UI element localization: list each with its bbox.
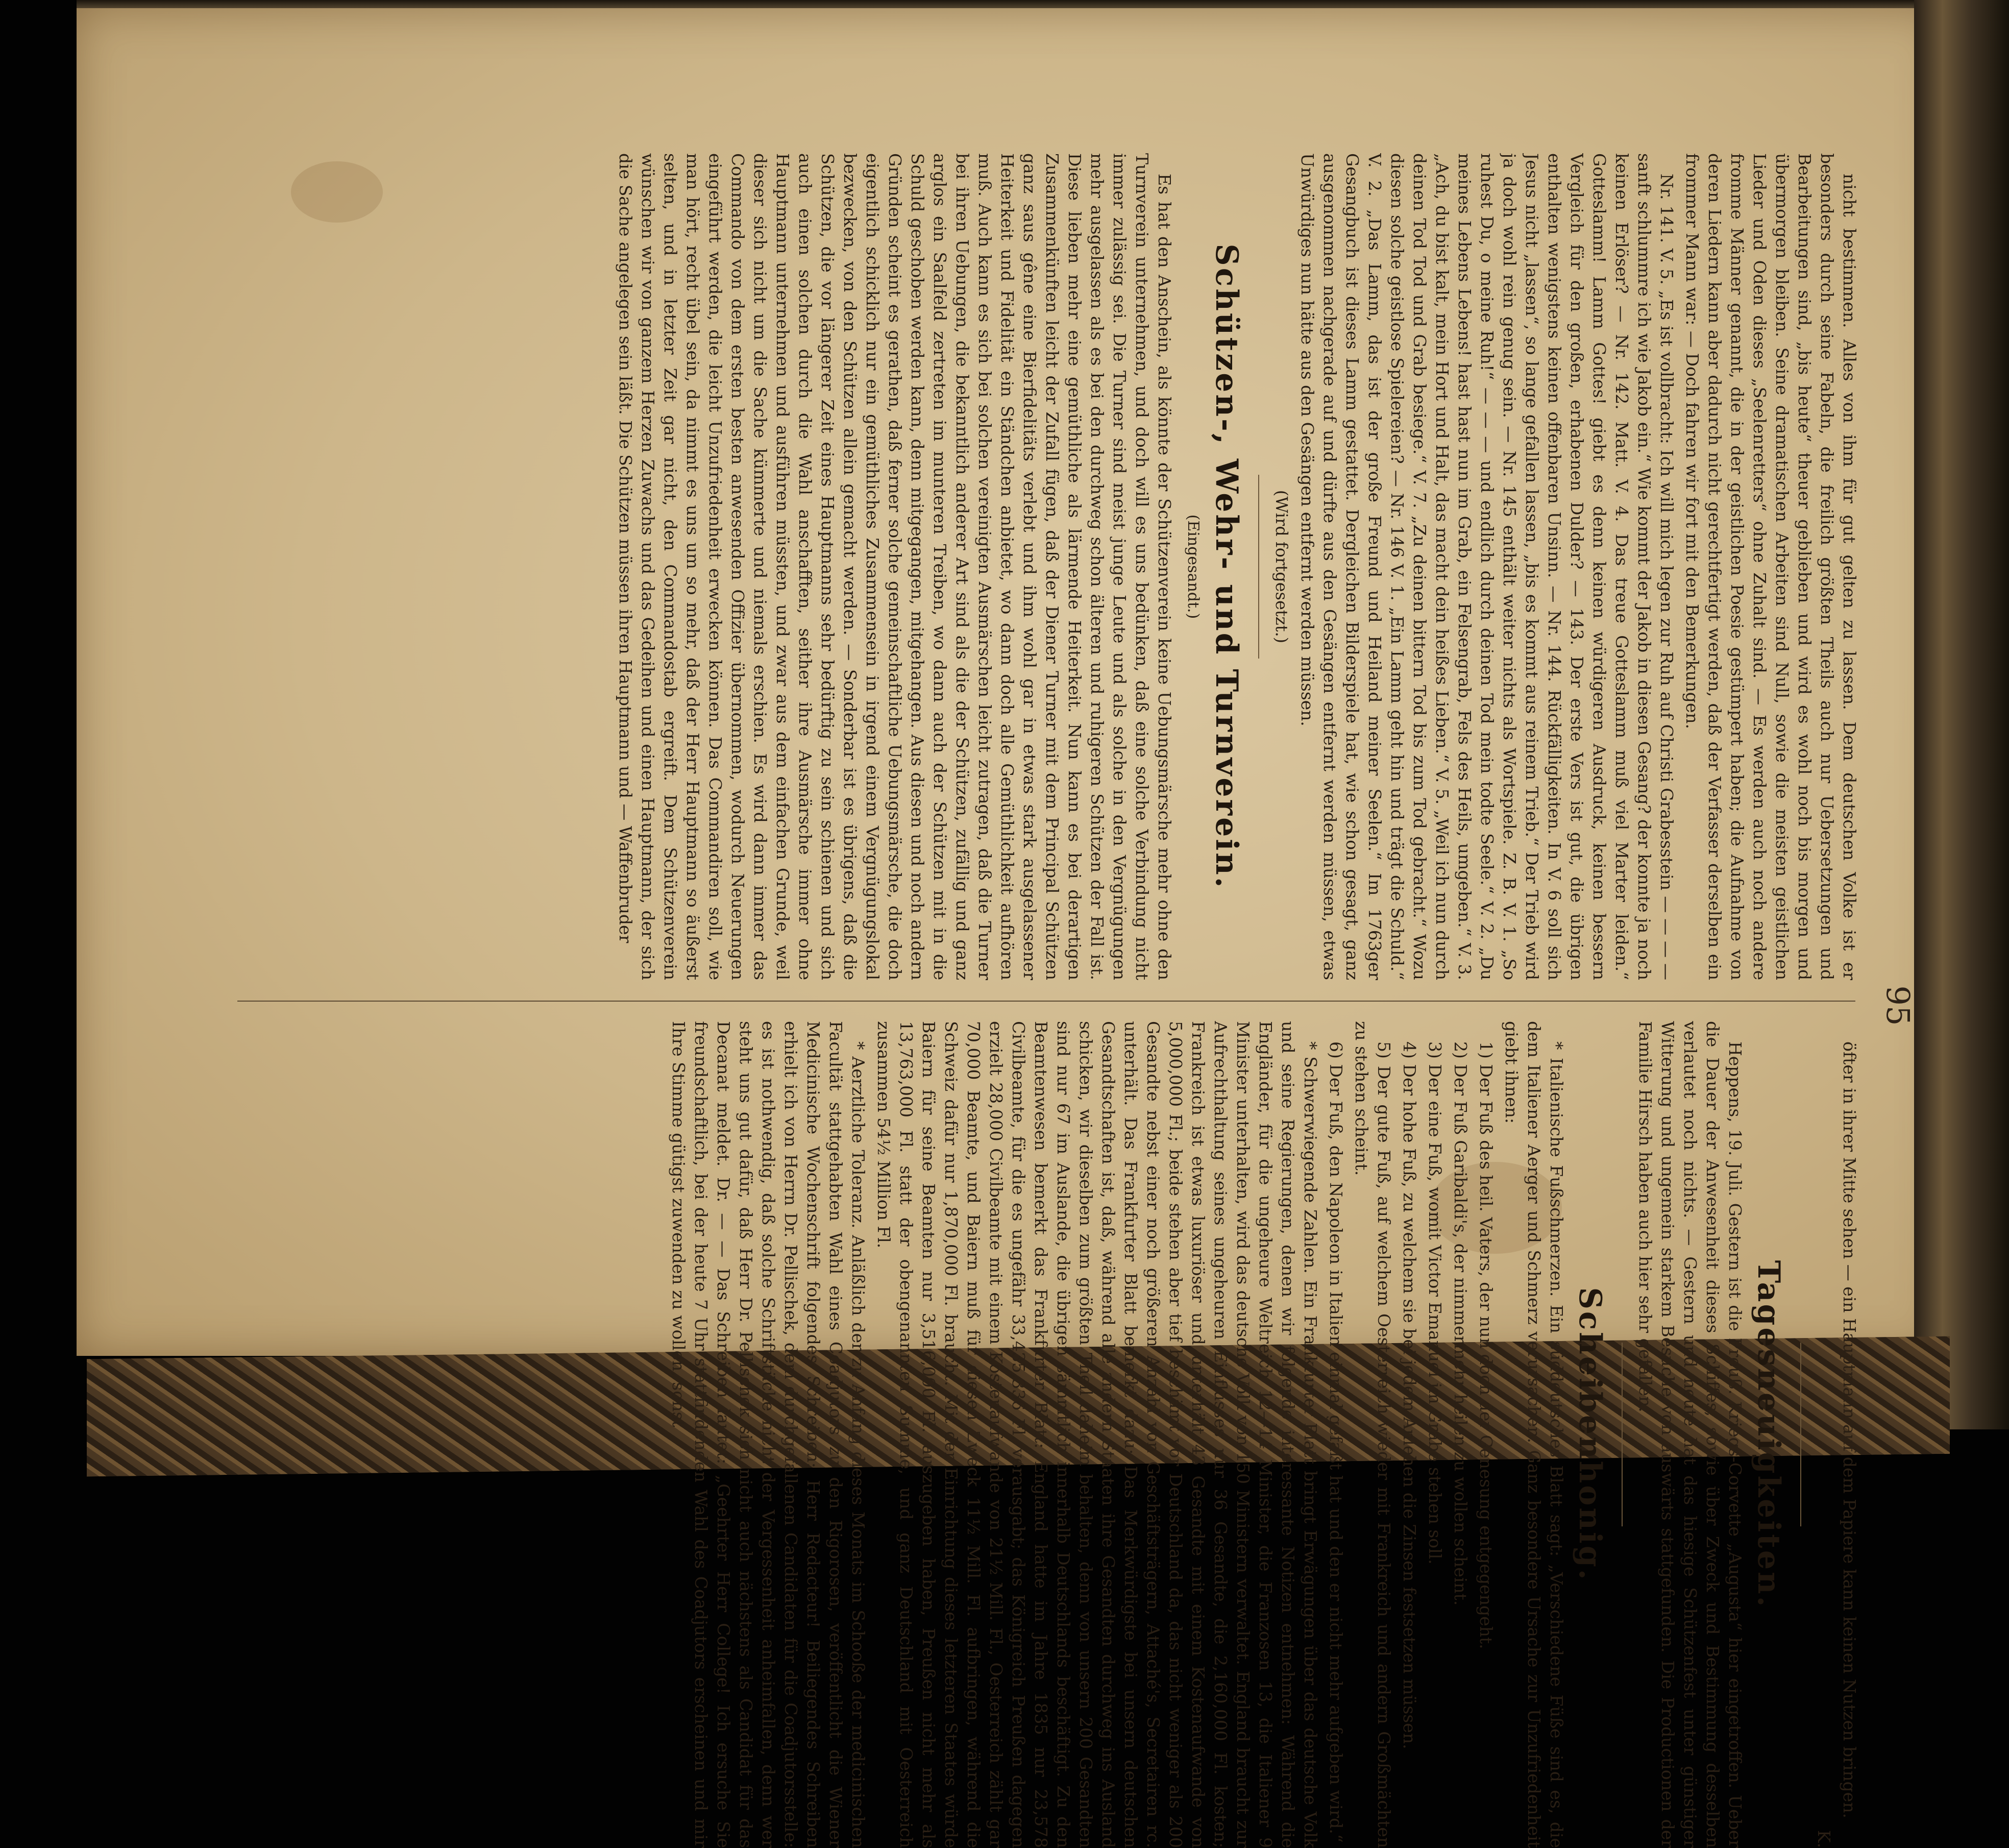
paragraph: 1) Der Fuß des heil. Vaters, der nun doch der Genesung entgegengeht. <box>1476 1041 1496 1649</box>
article-subheading: (Eingesandt.) <box>1184 514 1202 619</box>
rotated-page-content <box>161 117 1932 1848</box>
section-heading-scheibenhonig: Scheibenhonig. <box>1572 1287 1608 1582</box>
paragraph: nicht bestimmen. Alles von ihm für gut gelten zu lassen. Dem deutschen Volke ist er besonders durch seine Fabeln, die freilich größten Theils auch nur Uebersetzungen und Bearbeitungen sind, „bis heute“ theuer geblieben und wird es wohl noch bis morgen und übermorgen bleiben. Seine dramatischen Arbeiten sind Null, sowie die meisten geistlichen Lieder und Oden dieses „Seelenretters“ ohne Zuhalt sind. — Es werden auch noch andere fromme Männer genannt, die in der geistlichen Poesie gestümpert haben; die Aufnahme von deren Liedern kann aber dadurch nicht gerechtfertigt werden, daß der Verfasser derselben ein frommer Mann war: — Doch fahren wir fort mit den Bemerkungen. <box>1682 153 1859 980</box>
paragraph: Heppens, 19. Juli. Gestern ist die Preuß. Kriegs-Corvette „Augusta“ hier eingetroffen. Ueber die Dauer der Anwesenheit dieses Schiffes, sowie über Zweck und Bestimmung desselben verlautet noch nichts. — Gestern und heute hat das hiesige Schützenfest unter günstiger Witterung und ungemein starkem Besuche von auswärts stattgefunden. Die Productionen der Familie Hirsch haben auch hier sehr gefallen. <box>1635 1021 1745 1848</box>
paragraph: * Schwerwiegende Zahlen. Ein Frankfurter Blatt bringt Erwägungen über das deutsche Volk und seine Regierungen, denen wir folgende interessante Notizen entnehmen: Während die Engländer, für die ungeheure Weltreich 12—14 Minister, die Franzosen 13, die Italiener 9 Minister unterhalten, wird das deutsche Volk von 150 Ministern verwaltet. England braucht zur Aufrechthaltung seines ungeheuren Einflusses nur 36 Gesandte, die 2,160,000 Fl. kosten; Frankreich ist etwas luxuriöser und unterhält 43 Gesandte mit einem Kostenaufwande von 5,000,000 Fl.; beide stehen aber tief beschämt vor Deutschland da, das nicht weniger als 200 Gesandte nebst einer noch größeren Anzahl von Geschäftsträgern, Attaché's, Secretairen rc. unterhält. Das Frankfurter Blatt bemerkt dazu: Das Merkwürdigste bei unsern deutschen Gesandtschaften ist, daß, während alle andern Staaten ihre Gesandten durchweg ins Ausland schicken, wir dieselben zum größten Theil daheim behalten, denn von unsern 200 Gesandten sind nur 67 im Auslande, die übrigen sämmtlich innerhalb Deutschlands beschäftigt. Zu den Beamtenwesen bemerkt das Frankfurter Blatt: England hatte im Jahre 1835 nur 23,578 Civilbeamte, für die es ungefähr 33,435,336 Fl. verausgabt; das Königreich Preußen dagegen erzielt 28,000 Civilbeamte mit einem Kostenaufwande von 21½ Mill. Fl., Oesterreich zählt gar 70,000 Beamte, und Baiern muß für diesen Zweck 11½ Mill. Fl. aufbringen, während die Schweiz dafür nur 1,870,000 Fl. braucht. Mit der Einrichtung dieses letzteren Staates würde Baiern für seine Beamten nur 3,516,000 Fl. auszugeben haben, Preußen nicht mehr als 13,763,000 Fl. statt der obengenannten Summe, und ganz Deutschland mit Oesterreich zusammen 54½ Million Fl. <box>874 1021 1320 1848</box>
paragraph: Es hat den Anschein, als könnte der Schützenverein keine Uebungsmärsche mehr ohne den Turnverein unternehmen, und doch will es uns bedünken, daß eine solche Verbindung nicht immer zulässig sei. Die Turner sind meist junge Leute und als solche in den Vergnügungen mehr ausgelassen als es bei den durchweg schon älteren und ruhigeren Schützen der Fall ist. Diese lieben mehr eine gemüthliche als lärmende Heiterkeit. Nun kann es bei derartigen Zusammenkünften leicht der Zufall fügen, daß der Diener Turner mit dem Principal Schützen ganz saus gêne eine Bierfidelitäts verlebt und ihm wohl gar in etwas stark ausgelassener Heiterkeit und Fidelität ein Ständchen anbietet, wo dann doch alle Gemüthlichkeit aufhören muß. Auch kann es sich bei solchen vereinigten Ausmärschen leicht zutragen, daß die Turner bei ihren Uebungen, die bekanntlich anderer Art sind als die der Schützen, zufällig und ganz arglos ein Saalfeld zertreten im munteren Treiben, wo dann auch der Schützen mit in die Schuld geschoben werden kann, denn mitgegangen, mitgehangen. Aus diesen und noch andern Gründen scheint es gerathen, daß ferner solche gemeinschaftliche Uebungsmärsche, die doch eigentlich schicklich nur ein gemüthliches Zusammensein in irgend einem Vergnügungslokal bezwecken, von den Schützen allein gemacht werden. — Sonderbar ist es übrigens, daß die Schützen, die vor längerer Zeit eines Hauptmanns sehr bedürftig zu sein schienen und sich auch einen solchen durch die Wahl anschafften, seither ihre Ausmärsche immer ohne Hauptmann unternehmen und ausführen müssten, und zwar aus dem einfachen Grunde, weil dieser sich nicht um die Sache kümmerte und niemals erschien. Es wird dann immer das Commando von dem ersten besten anwesenden Offizier übernommen, wodurch Neuerungen eingeführt werden, die leicht Unzufriedenheit erwecken können. Das Commandiren soll, wie man hört, recht übel sein, da nimmt es uns um so mehr, daß der Herr Hauptmann so äußerst selten, und in letzter Zeit gar nicht, den Commandostab ergreift. Dem Schützenverein wünschen wir von ganzem Herzen Zuwachs und das Gedeihen und einen Hauptmann, der sich die Sache angelegen sein läßt. Die Schützen müssen ihren Hauptmann und — Waffenbruder <box>616 153 1174 980</box>
paragraph: 6) Der Fuß, den Napoleon in Italien einmal gefaßt hat und den er nicht mehr aufgeben wird.“ <box>1326 1041 1346 1843</box>
paragraph: * Italienische Fußschmerzen. Ein süddeutsches Blatt sagt: „Verschiedene Füße sind es, die dem Italiener Aerger und Schmerz verursachen. Ganz besondere Ursache zur Unzufriedenheit giebt ihnen: <box>1502 1021 1566 1848</box>
section-heading-news: Tagesneuigkeiten. <box>1751 1260 1786 1609</box>
paragraph: * Aerztliche Toleranz. Anläßlich der zu Anfang dieses Monats im Schooße der medicinischen Facultät stattgehabten Wahl eines Coadjutors zu den Rigorosen, veröffentlicht die Wiener Medicinische Wochenschrift folgendes Schreiben: Herr Redacteur! Beiliegendes Schreiben erhielt ich von Herrn Dr. Pellischek, dem durchgefallenen Candidaten für die Coadjutorsstelle: es ist nothwendig, daß solche Schriftstücke nicht der Vergessenheit anheimfallen, denn wer steht uns gut dafür, daß Herr Dr. Pellischek sich nicht auch nächstens als Candidat für das Decanat meldet. Dr. — — Das Schreiben lautet: „Geehrter Herr College! Ich ersuche Sie freundschaftlich, bei der heute 7 Uhr stattfindenden Wahl des Coadjutors erscheinen und mir Ihre Stimme gütigst zuwenden zu wollen, sonst <box>669 1021 868 1848</box>
paragraph: öfter in ihrer Mitte sehen — ein Hauptmann auf dem Papiere kann keinen Nutzen bringen. <box>1840 1041 1859 1818</box>
separator <box>1800 1343 1801 1526</box>
separator <box>1258 475 1259 659</box>
signature: K. <box>1814 1830 1834 1848</box>
paragraph: Nr. 141. V. 5. „Es ist vollbracht: Ich will mich legen zur Ruh auf Christi Grabesstein — — — — sanft schlummre ich wie Jakob ein.“ Wie kommt der Jakob in diesen Gesang? der konnte ja noch keinen Erlöser? — Nr. 142. Matt. V. 4. Das treue Gotteslamm muß viel Marter leiden.“ Gotteslamm! Lamm Gottes! giebt es denn keinen würdigeren Ausdruck, keinen bessern Vergleich für den großen, erhabenen Dulder? — 143. Der erste Vers ist gut, die übrigen enthalten wenigstens keinen offenbaren Unsinn. — Nr. 144. Rückfälligkeiten. In V. 6 soll sich Jesus nicht „lassen“, so lange gefallen lassen, „bis es kommt aus reinem Trieb.“ Der Trieb wird ja doch wohl rein genug sein. — Nr. 145 enthält weiter nichts als Wortspiele. Z. B. V. 1. „So ruhest Du, o meine Ruh!“ — — — und endlich durch deinen Tod mein todte Seele.“ V. 2. „Du meines Lebens Lebens! hast hast nun im Grab, ein Felsengrab, Fels des Heils, umgeben.“ V. 3. „Ach, du bist kalt, mein Hort und Halt, das macht dein heißes Lieben.“ V. 5. „Weil ich nun durch deinen Tod Tod und Grab besiege.“ V. 7. „Zu deinen bittern Tod bis zum Tod gebracht.“ Wozu diesen solche geistlose Spielereien? — Nr. 146 V. 1. „Ein Lamm geht hin und trägt die Schuld.“ V. 2. „Das Lamm, das ist der große Freund und Heiland meiner Seelen.“ Im 1763ger Gesangbuch ist dieses Lamm gestattet. Dergleichen Bilderspiele hat, wie schon gesagt, ganz ausgenommen nachgerade auf und dürfte aus den Gesängen entfernt werden müssen, etwas Unwürdiges nun hätte aus den Gesängen entfernt werden müssen. <box>1297 153 1677 980</box>
right-column <box>222 1021 1860 1848</box>
article-heading: Schützen-, Wehr- und Turnverein. <box>1209 244 1244 890</box>
paragraph: 3) Der eine Fuß, womit Victor Emanuel im Grabe stehen soll. <box>1425 1041 1445 1565</box>
continued-note: (Wird fortgesetzt.) <box>1272 490 1291 644</box>
separator <box>1622 1343 1623 1526</box>
column-rule <box>237 1001 1855 1002</box>
left-column <box>222 153 1860 980</box>
paragraph: 4) Der hohe Fuß, zu welchem sie bei jedem Anlehen die Zinsen festsetzen müssen. <box>1400 1041 1419 1749</box>
page-number: 95 <box>1879 985 1917 1026</box>
paragraph: 5) Der gute Fuß, auf welchem Oesterreich wieder mit Frankreich und andern Großmächten zu stehen scheint. <box>1352 1021 1394 1848</box>
paragraph: 2) Der Fuß Garibaldi's, der nimmermehr heilen zu wollen scheint. <box>1451 1041 1471 1606</box>
